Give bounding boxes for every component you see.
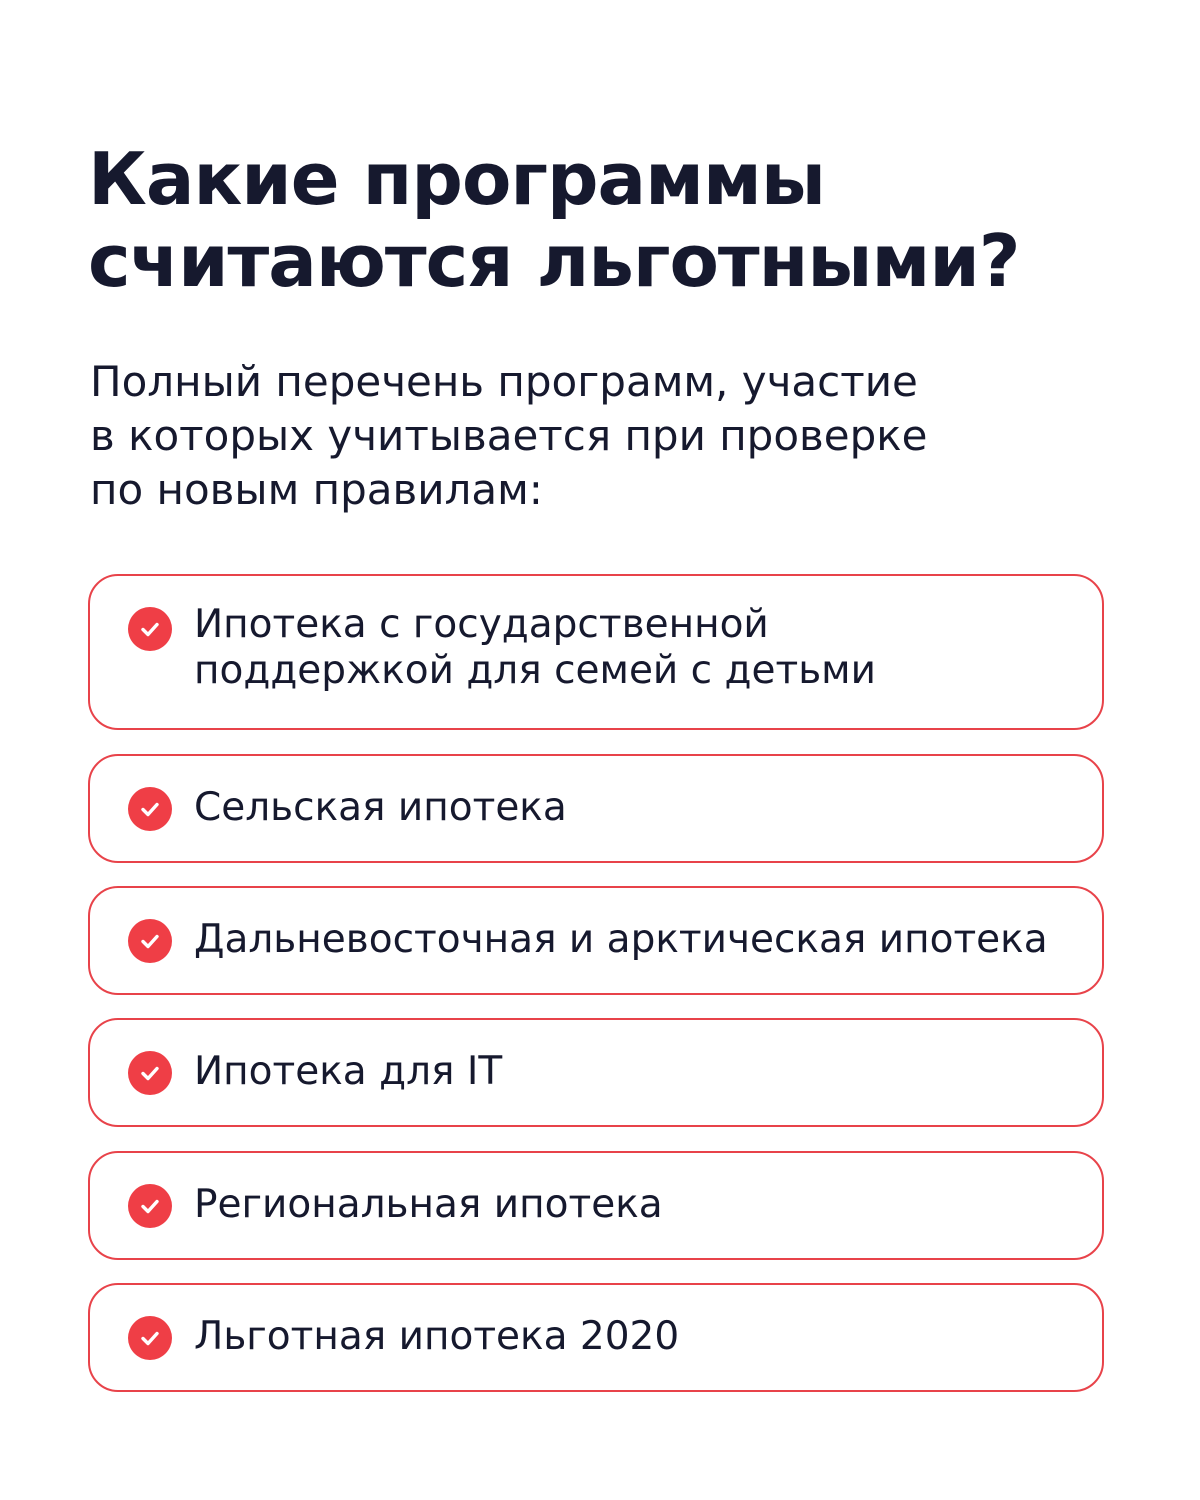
program-card-rural [88, 754, 1104, 863]
program-card-family [88, 574, 1104, 730]
intro-text-line-3: по новым правилам: [90, 465, 543, 514]
intro-text-line-2: в которых учитывается при проверке [90, 411, 928, 460]
program-card-it [88, 1018, 1104, 1127]
check-circle-icon [128, 607, 172, 651]
intro-text [90, 355, 1090, 517]
page-title [88, 138, 1128, 302]
check-circle-icon [128, 1051, 172, 1095]
check-circle-icon [128, 1184, 172, 1228]
program-label [194, 602, 1078, 694]
program-label-line-2: поддержкой для семей с детьми [194, 648, 876, 693]
program-label: Льготная ипотека 2020 [194, 1314, 680, 1359]
program-card-far-east [88, 886, 1104, 995]
program-card-regional [88, 1151, 1104, 1260]
check-circle-icon [128, 919, 172, 963]
intro-text-line-1: Полный перечень программ, участие [90, 357, 918, 406]
program-label: Ипотека для IT [194, 1049, 503, 1094]
program-label-line-1: Ипотека с государственной [194, 602, 769, 647]
program-label: Сельская ипотека [194, 785, 567, 830]
program-label: Региональная ипотека [194, 1182, 663, 1227]
page-title-line-1: Какие программы [88, 137, 825, 221]
check-circle-icon [128, 787, 172, 831]
check-circle-icon [128, 1316, 172, 1360]
program-card-2020 [88, 1283, 1104, 1392]
program-label: Дальневосточная и арктическая ипотека [194, 917, 1048, 962]
page-title-line-2: считаются льготными? [88, 219, 1020, 303]
